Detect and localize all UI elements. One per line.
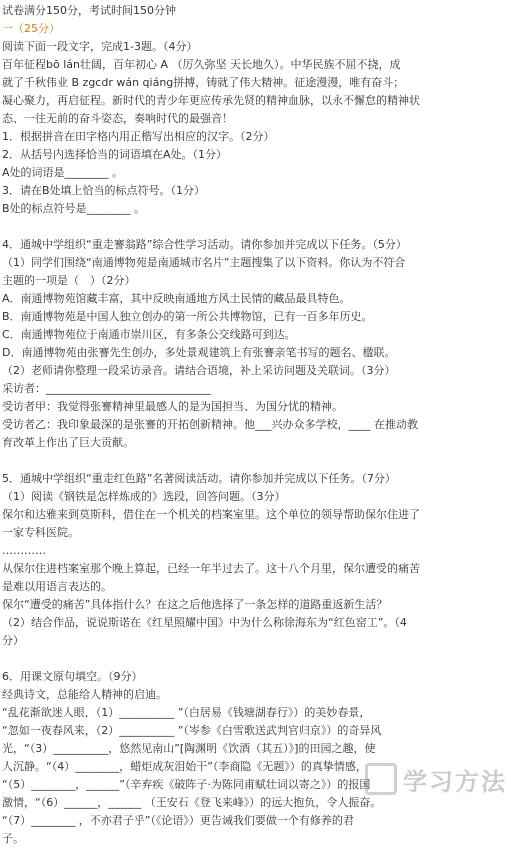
text-line: 5．通城中学组织“重走红色路”名著阅读活动。请你参加并完成以下任务。（7分） (2, 472, 396, 485)
text-line: 就了千秋伟业 B zgcdr wán qiáng拼搏，铸就了伟大精神。征途漫漫，唯有奋斗； (2, 76, 405, 89)
text-line: 保尔“遭受的痛苦”具体指什么？在这之后他选择了一条怎样的道路重返新生活？ (2, 598, 388, 611)
text-line: A．南通博物苑馆藏丰富，其中反映南通地方风土民情的藏品最具特色。 (2, 292, 351, 305)
text-line: 态、一往无前的奋斗姿态，奏响时代的最强音！ (2, 112, 233, 125)
text-line: （2）老师请你整理一段采访录音。请结合语境，补上采访问题及关联词。（3分） (2, 364, 396, 377)
text-line: 6．用课文原句填空。（9分） (2, 670, 143, 683)
text-line: 人沉静。“（4）________，蜡炬成灰泪始干”（李商隐《无题》）的真挚情感， (2, 760, 367, 773)
text-line: B．南通博物苑是中国人独立创办的第一所公共博物馆，已有一百多年历史。 (2, 310, 373, 323)
text-line: D．南通博物苑由张謇先生创办，多处景观建筑上有张謇亲笔书写的题名、楹联。 (2, 346, 396, 359)
text-line: （2）结合作品，说说斯诺在《红星照耀中国》中为什么称徐海东为“红色窑工”。（4 (2, 616, 407, 629)
text-line: 保尔和达雅来到莫斯科，借住在一个机关的档案室里。这个单位的领导帮助保尔住进了 (2, 508, 420, 521)
text-line: 分） (2, 634, 24, 647)
watermark-text: 学习方法 (403, 767, 507, 796)
text-line: 凝心聚力，再启征程。新时代的青少年更应传承先贤的精神血脉，以永不懈怠的精神状 (2, 94, 420, 107)
text-line: “乱花渐欲迷人眼，（1）__________ ”（白居易《钱塘湖春行》）的美妙春景， (2, 706, 371, 719)
text-line: 经典诗文，总能给人精神的启迪。 (2, 688, 167, 701)
text-line: C．南通博物苑位于南通市崇川区，有多条公交线路可到达。 (2, 328, 296, 341)
watermark-logo-icon (365, 763, 397, 795)
text-line: 2．从括号内选择恰当的词语填在A处。（1分） (2, 148, 228, 161)
text-line: （1）阅读《钢铁是怎样炼成的》选段，回答问题。（3分） (2, 490, 286, 503)
text-line: B处的标点符号是________ 。 (2, 202, 146, 215)
site-watermark (357, 760, 507, 798)
text-line: 百年征程bō lán壮阔，百年初心 A （厉久弥坚 天长地久）。中华民族不屈不挠，成 (2, 58, 401, 71)
text-line: 是难以用语言表达的。 (2, 580, 112, 593)
text-line: 采访者：______________________________ (2, 382, 211, 395)
text-line: 1．根据拼音在田字格内用正楷写出相应的汉字。（2分） (2, 130, 275, 143)
text-line: 激情，“（6）______，______ （王安石《登飞来峰》）的远大抱负，令人振奋。 (2, 796, 382, 809)
text-line: 3．请在B处填上恰当的标点符号。（1分） (2, 184, 206, 197)
text-line: 受访者乙：我印象最深的是张謇的开拓创新精神。他___兴办众多学校，____ 在推动教 (2, 418, 418, 431)
text-line: 试卷满分150分，考试时间150分钟 (2, 4, 176, 17)
text-line: “（7）________ ，不亦君子乎”（《论语》）更告诫我们要做一个有修养的君 (2, 814, 354, 827)
text-line: 光，“（3）__________，悠然见南山”[陶渊明《饮酒（其五）》]的田园之趣，使 (2, 742, 376, 755)
text-line: A处的词语是________ 。 (2, 166, 124, 179)
text-line: 一（25分） (2, 22, 60, 35)
text-line: 阅读下面一段文字，完成1-3题。（4分） (2, 40, 198, 53)
text-line: 育改革上作出了巨大贡献。 (2, 436, 134, 449)
text-line: 从保尔住进档案室那个晚上算起，已经一年半过去了。这十八个月里，保尔遭受的痛苦 (2, 562, 420, 575)
text-line: 4．通城中学组织“重走謇翁路”综合性学习活动。请你参加并完成以下任务。（5分） (2, 238, 407, 251)
text-line: 主题的一项是（ ）（2分） (2, 274, 136, 287)
text-line: （1）同学们围绕“南通博物苑是南通城市名片”主题搜集了以下资料。你认为不符合 (2, 256, 406, 269)
text-line: 子。 (2, 832, 24, 845)
text-line: ………… (2, 544, 46, 557)
text-line: 一家专科医院。 (2, 526, 79, 539)
text-line: 受访者甲：我觉得张謇精神里最感人的是为国担当、为国分忧的精神。 (2, 400, 343, 413)
text-line: “忽如一夜春风来，（2）__________ ”（岑参《白雪歌送武判官归京》）的奇异风 (2, 724, 382, 737)
text-line: “（5）________，______”（辛弃疾《破阵子·为陈同甫赋壮词以寄之》）的报国 (2, 778, 371, 791)
